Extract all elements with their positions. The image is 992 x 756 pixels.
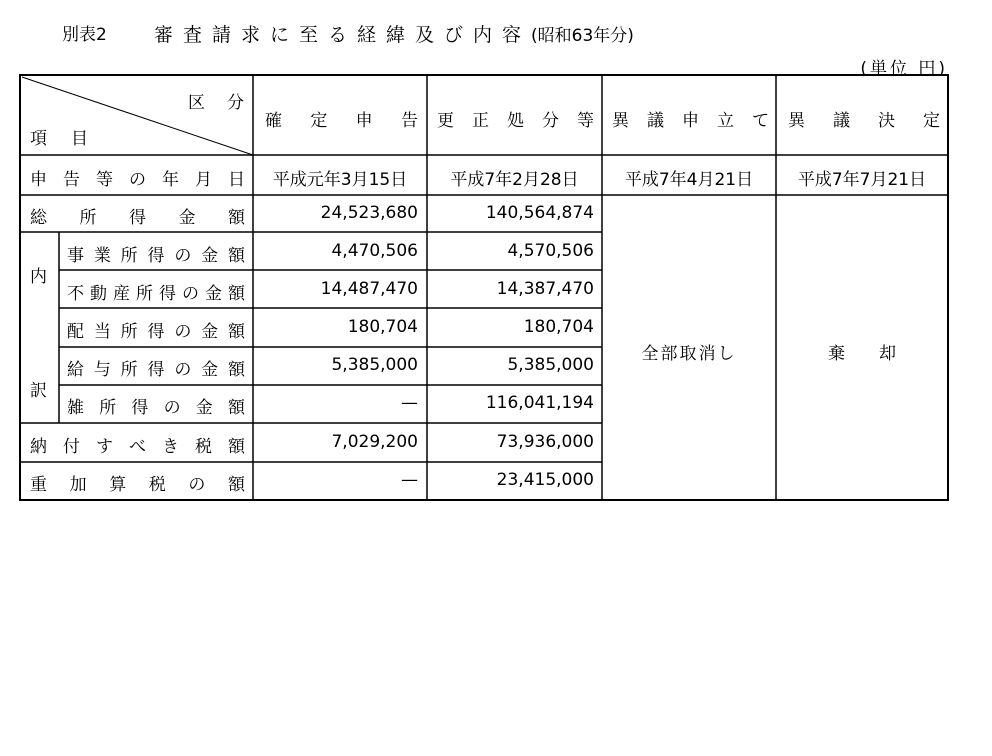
tax-payable-final-return: 7,029,200 xyxy=(331,432,418,452)
title-year: (昭和63年分) xyxy=(531,26,634,46)
document-title xyxy=(154,20,634,47)
heavy-additional-tax-final-return: — xyxy=(401,470,418,490)
corner-label-top: 区 分 xyxy=(188,93,244,113)
business-income-correction: 4,570,506 xyxy=(507,241,594,261)
col-header-decision: 異 議 決 定 xyxy=(788,111,940,131)
row-label-heavy-additional-tax: 重 加 算 税 の 額 xyxy=(30,475,245,495)
salary-income-correction: 5,385,000 xyxy=(507,355,594,375)
breakdown-side-top: 内 xyxy=(30,267,47,287)
row-label-tax-payable: 納 付 す べ き 税 額 xyxy=(30,437,245,457)
col-header-correction: 更 正 処 分 等 xyxy=(437,111,594,131)
dividend-income-correction: 180,704 xyxy=(523,317,594,337)
total-income-correction: 140,564,874 xyxy=(485,203,594,223)
row-label-total-income: 総 所 得 金 額 xyxy=(30,208,245,228)
row-label-date: 申 告 等 の 年 月 日 xyxy=(30,170,245,190)
heavy-additional-tax-correction: 23,415,000 xyxy=(496,470,594,490)
total-income-final-return: 24,523,680 xyxy=(320,203,418,223)
row-label-dividend-income: 配 当 所 得 の 金 額 xyxy=(67,322,245,342)
date-objection: 平成7年4月21日 xyxy=(624,170,754,190)
breakdown-side-bottom: 訳 xyxy=(30,381,47,401)
date-correction: 平成7年2月28日 xyxy=(450,170,579,190)
date-final-return: 平成元年3月15日 xyxy=(272,170,408,190)
col-header-final-return: 確 定 申 告 xyxy=(265,111,418,131)
title-main: 審査請求に至る経緯及び内容 xyxy=(154,24,532,46)
decision-result: 棄 却 xyxy=(828,344,896,364)
misc-income-correction: 116,041,194 xyxy=(485,393,594,413)
date-decision: 平成7年7月21日 xyxy=(797,170,927,190)
row-label-salary-income: 給 与 所 得 の 金 額 xyxy=(67,360,245,380)
objection-result: 全部取消し xyxy=(641,344,737,364)
appendix-label: 別表2 xyxy=(62,25,107,45)
row-label-business-income: 事 業 所 得 の 金 額 xyxy=(67,246,245,266)
dividend-income-final-return: 180,704 xyxy=(347,317,418,337)
business-income-final-return: 4,470,506 xyxy=(331,241,418,261)
row-label-real-estate-income: 不 動 産 所 得 の 金 額 xyxy=(67,284,245,304)
unit-label: (単位 円) xyxy=(860,59,948,79)
corner-label-bottom: 項 目 xyxy=(30,129,88,149)
real-estate-income-correction: 14,387,470 xyxy=(496,279,594,299)
tax-payable-correction: 73,936,000 xyxy=(496,432,594,452)
real-estate-income-final-return: 14,487,470 xyxy=(320,279,418,299)
misc-income-final-return: — xyxy=(401,393,418,413)
row-label-misc-income: 雑 所 得 の 金 額 xyxy=(67,398,245,418)
col-header-objection: 異 議 申 立 て xyxy=(612,111,769,131)
salary-income-final-return: 5,385,000 xyxy=(331,355,418,375)
